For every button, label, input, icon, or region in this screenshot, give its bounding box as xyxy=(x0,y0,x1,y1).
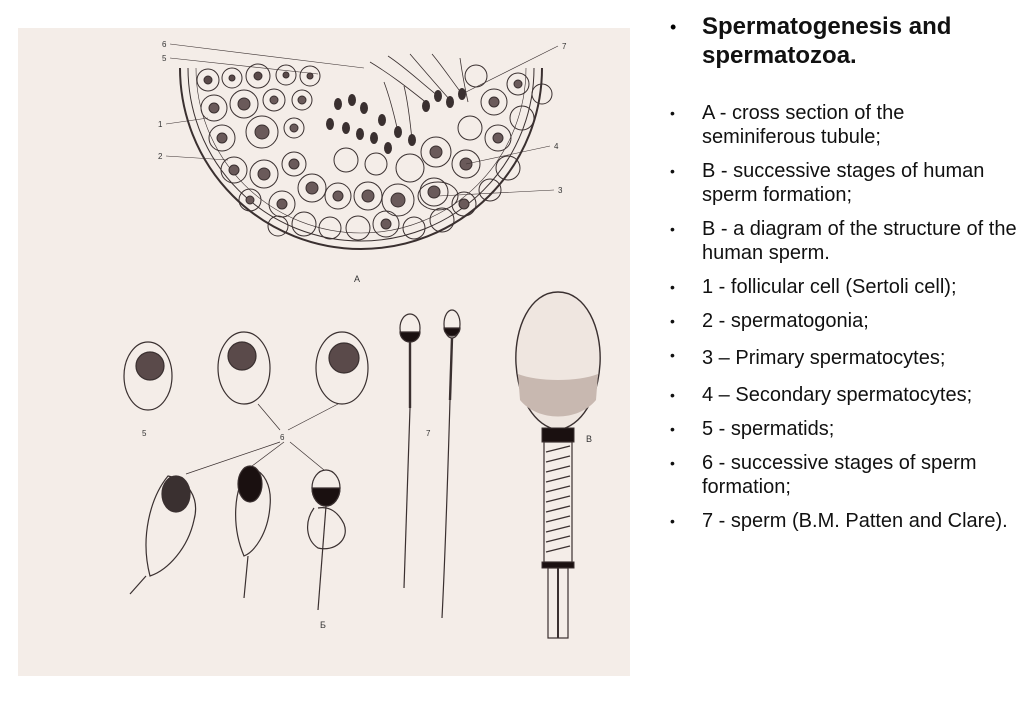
panel-label-b: Б xyxy=(320,620,326,630)
spermatogenesis-illustration xyxy=(18,28,630,676)
legend-item xyxy=(668,509,1018,533)
tubule-label-1: 1 xyxy=(158,120,163,129)
legend-item xyxy=(668,309,1018,333)
legend-item-text: 4 – Secondary spermatocytes; xyxy=(702,384,973,406)
legend-item-text: 6 - successive stages of sperm formation; xyxy=(702,452,977,498)
legend-item xyxy=(668,417,1018,441)
legend-item xyxy=(668,451,1018,499)
legend-item-text: 1 - follicular cell (Sertoli cell); xyxy=(702,276,957,298)
sperm-structure-diagram xyxy=(516,292,600,638)
legend-item-text: B - successive stages of human sperm formation; xyxy=(702,160,985,206)
slide-title: Spermatogenesis and spermatozoa. xyxy=(702,13,952,69)
legend-item xyxy=(668,275,1018,299)
tubule-label-7: 7 xyxy=(562,42,567,51)
stage-label-6: 6 xyxy=(280,433,285,442)
tubule-cross-section xyxy=(166,44,558,249)
bullet-icon: • xyxy=(670,347,675,363)
bullet-icon: • xyxy=(670,279,675,295)
bullet-icon: • xyxy=(670,421,675,437)
tubule-label-6: 6 xyxy=(162,40,167,49)
tubule-label-3: 3 xyxy=(558,186,563,195)
legend-item-text: 5 - spermatids; xyxy=(702,418,835,440)
bullet-icon: • xyxy=(670,17,677,37)
panel-label-a: А xyxy=(354,274,361,284)
slide-text xyxy=(668,12,1018,543)
slide-title-row xyxy=(668,12,1018,70)
stage-labels xyxy=(142,429,431,630)
tubule-label-5: 5 xyxy=(162,54,167,63)
tubule-labels xyxy=(158,40,567,284)
legend-item xyxy=(668,101,1018,149)
bullet-icon: • xyxy=(670,313,675,329)
bullet-icon: • xyxy=(670,513,675,529)
legend-item-text: A - cross section of the seminiferous tubule; xyxy=(702,102,905,148)
bullet-icon: • xyxy=(670,387,675,403)
legend-item xyxy=(668,343,1018,373)
bullet-icon: • xyxy=(670,221,675,237)
histology-figure xyxy=(18,28,630,676)
tubule-label-2: 2 xyxy=(158,152,163,161)
legend-item-text: 7 - sperm (B.M. Patten and Clare). xyxy=(702,510,1008,532)
panel-label-v: В xyxy=(586,434,593,444)
stage-label-7: 7 xyxy=(426,429,431,438)
sperm-formation-stages xyxy=(124,310,460,618)
legend-item xyxy=(668,159,1018,207)
legend-list xyxy=(668,101,1018,533)
legend-item xyxy=(668,383,1018,407)
tubule-label-4: 4 xyxy=(554,142,559,151)
stage-label-5: 5 xyxy=(142,429,147,438)
bullet-icon: • xyxy=(670,455,675,471)
bullet-icon: • xyxy=(670,105,675,121)
legend-item-text: 3 – Primary spermatocytes; xyxy=(702,347,946,369)
legend-item xyxy=(668,217,1018,265)
legend-item-text: 2 - spermatogonia; xyxy=(702,310,869,332)
legend-item-text: B - a diagram of the structure of the human sperm. xyxy=(702,218,1017,264)
bullet-icon: • xyxy=(670,163,675,179)
